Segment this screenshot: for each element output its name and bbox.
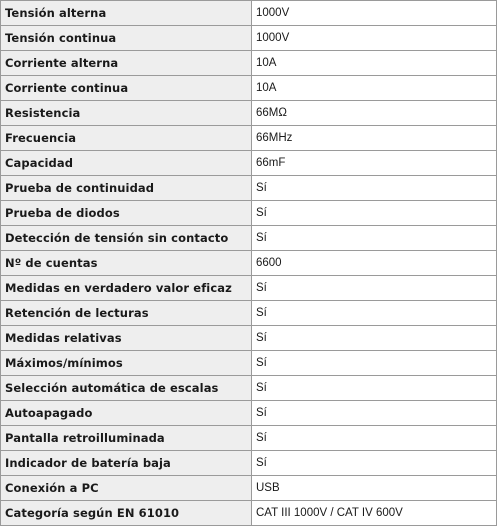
specifications-table-body: [1, 1, 497, 526]
spec-value: Sí: [252, 376, 497, 401]
spec-label: Pantalla retroilluminada: [1, 426, 252, 451]
table-row: [1, 426, 497, 451]
spec-label: Medidas en verdadero valor eficaz: [1, 276, 252, 301]
table-row: [1, 451, 497, 476]
spec-label: Medidas relativas: [1, 326, 252, 351]
table-row: [1, 176, 497, 201]
table-row: [1, 301, 497, 326]
spec-value: Sí: [252, 326, 497, 351]
spec-label: Capacidad: [1, 151, 252, 176]
spec-value: Sí: [252, 176, 497, 201]
table-row: [1, 26, 497, 51]
table-row: [1, 326, 497, 351]
spec-value: 66MΩ: [252, 101, 497, 126]
spec-value: 1000V: [252, 1, 497, 26]
table-row: [1, 151, 497, 176]
spec-label: Autoapagado: [1, 401, 252, 426]
table-row: [1, 251, 497, 276]
table-row: [1, 51, 497, 76]
spec-label: Corriente alterna: [1, 51, 252, 76]
spec-value: 10A: [252, 76, 497, 101]
spec-value: 10A: [252, 51, 497, 76]
spec-value: Sí: [252, 351, 497, 376]
spec-value: 66mF: [252, 151, 497, 176]
spec-label: Prueba de diodos: [1, 201, 252, 226]
spec-value: USB: [252, 476, 497, 501]
spec-value: Sí: [252, 201, 497, 226]
spec-label: Conexión a PC: [1, 476, 252, 501]
table-row: [1, 376, 497, 401]
table-row: [1, 101, 497, 126]
spec-label: Frecuencia: [1, 126, 252, 151]
table-row: [1, 476, 497, 501]
spec-label: Tensión alterna: [1, 1, 252, 26]
spec-value: CAT III 1000V / CAT IV 600V: [252, 501, 497, 526]
spec-label: Indicador de batería baja: [1, 451, 252, 476]
spec-label: Selección automática de escalas: [1, 376, 252, 401]
spec-value: Sí: [252, 451, 497, 476]
spec-value: Sí: [252, 301, 497, 326]
spec-label: Corriente continua: [1, 76, 252, 101]
table-row: [1, 76, 497, 101]
table-row: [1, 126, 497, 151]
table-row: [1, 201, 497, 226]
spec-value: Sí: [252, 226, 497, 251]
spec-label: Máximos/mínimos: [1, 351, 252, 376]
spec-label: Detección de tensión sin contacto: [1, 226, 252, 251]
spec-value: Sí: [252, 276, 497, 301]
spec-label: Nº de cuentas: [1, 251, 252, 276]
table-row: [1, 501, 497, 526]
table-row: [1, 276, 497, 301]
table-row: [1, 226, 497, 251]
spec-label: Retención de lecturas: [1, 301, 252, 326]
table-row: [1, 1, 497, 26]
table-row: [1, 351, 497, 376]
spec-label: Categoría según EN 61010: [1, 501, 252, 526]
table-row: [1, 401, 497, 426]
spec-label: Prueba de continuidad: [1, 176, 252, 201]
spec-value: 66MHz: [252, 126, 497, 151]
spec-value: 1000V: [252, 26, 497, 51]
spec-value: 6600: [252, 251, 497, 276]
spec-label: Resistencia: [1, 101, 252, 126]
spec-value: Sí: [252, 401, 497, 426]
spec-label: Tensión continua: [1, 26, 252, 51]
spec-value: Sí: [252, 426, 497, 451]
